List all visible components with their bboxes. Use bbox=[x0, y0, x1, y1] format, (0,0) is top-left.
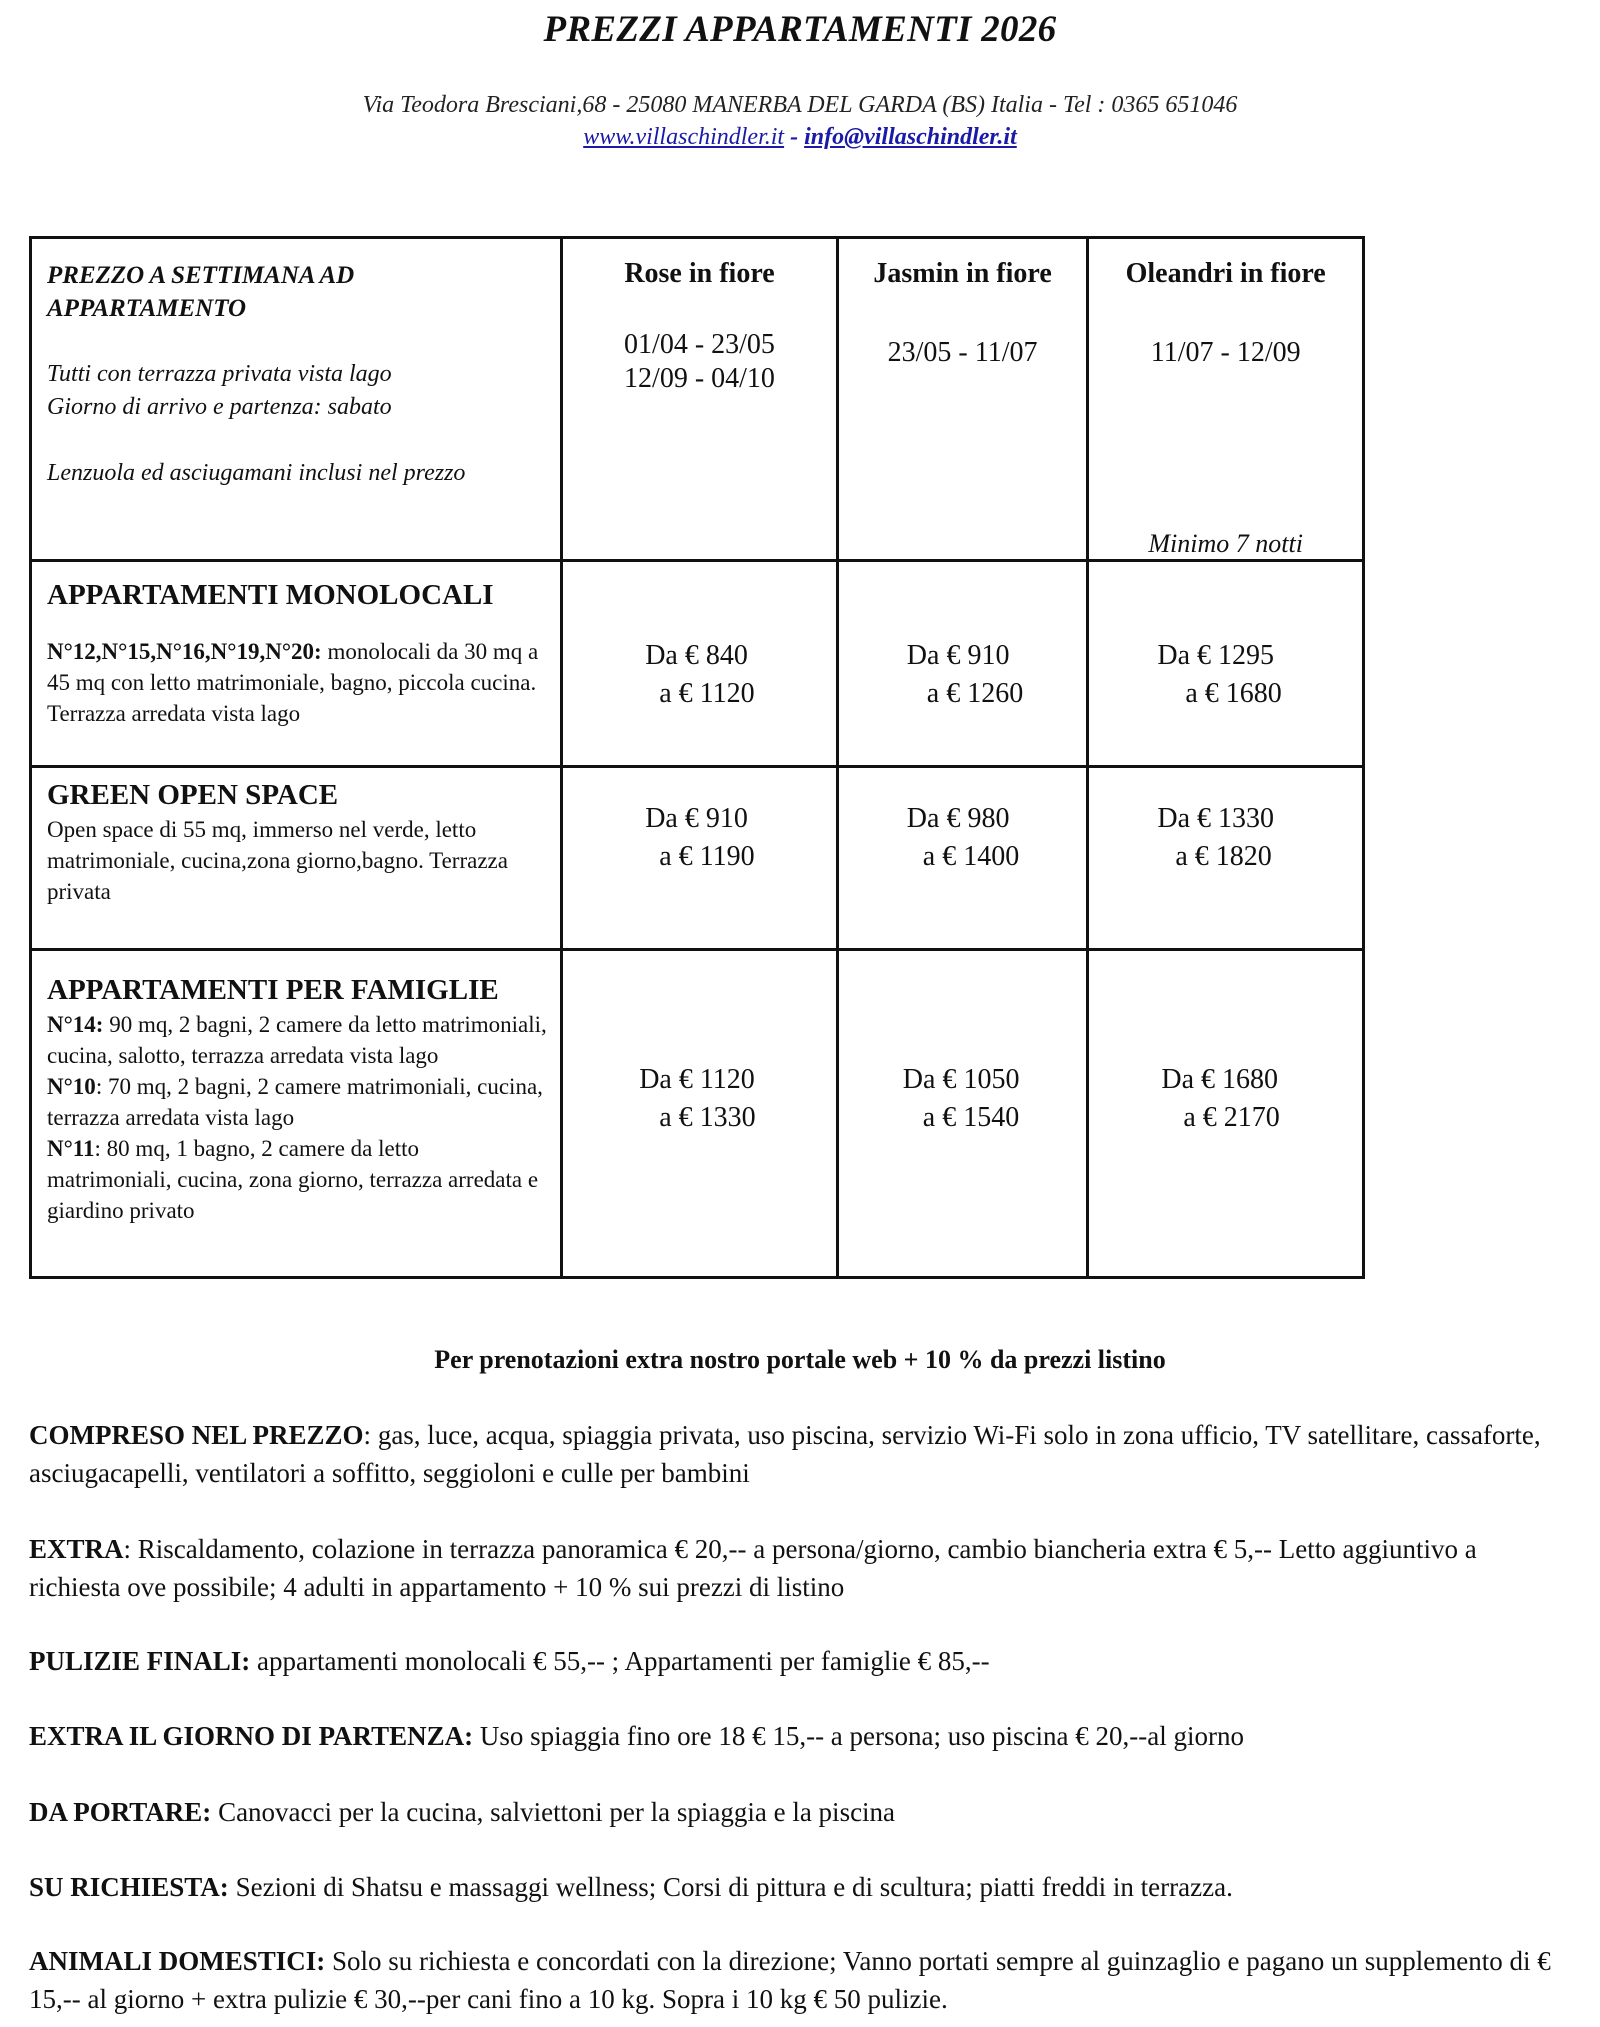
section-extra: EXTRA: Riscaldamento, colazione in terrazza panoramica € 20,-- a persona/giorno, cambio biancheria extra € 5,-- Letto aggiuntivo a richiesta ove possibile; 4 adulti in appartamento + 10 % sui prezzi di listino bbox=[29, 1534, 1477, 1602]
unit-description: N°14: 90 mq, 2 bagni, 2 camere da letto matrimoniali, cucina, salotto, terrazza arredata vista lago bbox=[47, 1012, 547, 1068]
price-cell: Da € 1295 a € 1680 bbox=[1088, 561, 1364, 767]
category-description: N°12,N°15,N°16,N°19,N°20: monolocali da 30 mq a 45 mq con letto matrimoniale, bagno, piccola cucina. Terrazza arredata vista lago bbox=[47, 639, 539, 726]
linen-note: Lenzuola ed asciugamani inclusi nel prezzo bbox=[47, 460, 466, 486]
price-cell: Da € 910 a € 1260 bbox=[837, 561, 1088, 767]
season-dates: 01/04 - 23/05 bbox=[624, 329, 775, 360]
season-header-rose bbox=[562, 238, 838, 561]
section-departure-extra: EXTRA IL GIORNO DI PARTENZA: Uso spiaggia fino ore 18 € 15,-- a persona; uso piscina € 20,--al giorno bbox=[29, 1721, 1244, 1751]
page-title: PREZZI APPARTAMENTI 2026 bbox=[543, 9, 1057, 50]
section-final-cleaning: PULIZIE FINALI: appartamenti monolocali € 55,-- ; Appartamenti per famiglie € 85,-- bbox=[29, 1646, 990, 1676]
row-description bbox=[31, 950, 562, 1278]
unit-description: N°11: 80 mq, 1 bagno, 2 camere da letto matrimoniali, cucina, zona giorno, terrazza arredata e giardino privato bbox=[47, 1136, 539, 1223]
table-header-row bbox=[31, 238, 1364, 561]
price-cell: Da € 1680 a € 2170 bbox=[1088, 950, 1364, 1278]
header-info-cell bbox=[31, 238, 562, 561]
section-pets: ANIMALI DOMESTICI: Solo su richiesta e concordati con la direzione; Vanno portati sempre al guinzaglio e pagano un supplemento di € 15,-- al giorno + extra pulizie € 30,--per cani fino a 10 kg. Sopra i 10 kg € 50 pulizie. bbox=[29, 1946, 1551, 2014]
web-booking-note: Per prenotazioni extra nostro portale web + 10 % da prezzi listino bbox=[434, 1345, 1166, 1374]
unit-numbers: N°12,N°15,N°16,N°19,N°20: bbox=[47, 639, 322, 664]
section-to-bring: DA PORTARE: Canovacci per la cucina, salviettoni per la spiaggia e la piscina bbox=[29, 1797, 896, 1827]
arrival-note: Giorno di arrivo e partenza: sabato bbox=[47, 394, 392, 420]
category-title: GREEN OPEN SPACE bbox=[47, 779, 339, 811]
season-header-oleandri bbox=[1088, 238, 1364, 561]
season-header-jasmin bbox=[837, 238, 1088, 561]
table-row bbox=[31, 561, 1364, 767]
row-description bbox=[31, 767, 562, 950]
category-title: APPARTAMENTI PER FAMIGLIE bbox=[47, 974, 499, 1006]
contact-links bbox=[0, 124, 1600, 151]
row-description bbox=[31, 561, 562, 767]
website-link[interactable]: www.villaschindler.it bbox=[583, 124, 785, 150]
season-dates: 12/09 - 04/10 bbox=[624, 363, 775, 394]
price-table bbox=[29, 236, 1365, 1279]
season-name: Jasmin in fiore bbox=[873, 258, 1052, 289]
category-description: Open space di 55 mq, immerso nel verde, letto matrimoniale, cucina,zona giorno,bagno. Terrazza privata bbox=[47, 817, 508, 904]
price-cell: Da € 1120 a € 1330 bbox=[562, 950, 838, 1278]
section-included: COMPRESO NEL PREZZO: gas, luce, acqua, spiaggia privata, uso piscina, servizio Wi-Fi solo in zona ufficio, TV satellitare, cassaforte, asciugacapelli, ventilatori a soffitto, seggioloni e culle per bambini bbox=[29, 1420, 1541, 1488]
link-separator: - bbox=[790, 124, 799, 150]
season-dates: 11/07 - 12/09 bbox=[1150, 337, 1301, 368]
price-cell: Da € 840 a € 1120 bbox=[562, 561, 838, 767]
season-name: Oleandri in fiore bbox=[1125, 258, 1326, 289]
price-cell: Da € 1050 a € 1540 bbox=[837, 950, 1088, 1278]
season-name: Rose in fiore bbox=[624, 258, 775, 289]
email-link[interactable]: info@villaschindler.it bbox=[804, 124, 1017, 150]
section-on-request: SU RICHIESTA: Sezioni di Shatsu e massaggi wellness; Corsi di pittura e di scultura; piatti freddi in terrazza. bbox=[29, 1872, 1233, 1902]
season-dates: 23/05 - 11/07 bbox=[887, 337, 1038, 368]
unit-description: N°10: 70 mq, 2 bagni, 2 camere matrimoniali, cucina, terrazza arredata vista lago bbox=[47, 1074, 543, 1130]
price-per-week-label: PREZZO A SETTIMANA AD APPARTAMENTO bbox=[47, 262, 355, 322]
table-row bbox=[31, 767, 1364, 950]
price-cell: Da € 910 a € 1190 bbox=[562, 767, 838, 950]
category-title: APPARTAMENTI MONOLOCALI bbox=[47, 579, 494, 611]
minimum-stay-note: Minimo 7 notti bbox=[1148, 529, 1303, 558]
address-line: Via Teodora Bresciani,68 - 25080 MANERBA DEL GARDA (BS) Italia - Tel : 0365 651046 bbox=[362, 92, 1238, 118]
price-cell: Da € 1330 a € 1820 bbox=[1088, 767, 1364, 950]
table-row bbox=[31, 950, 1364, 1278]
price-cell: Da € 980 a € 1400 bbox=[837, 767, 1088, 950]
terrace-note: Tutti con terrazza privata vista lago bbox=[47, 361, 392, 387]
